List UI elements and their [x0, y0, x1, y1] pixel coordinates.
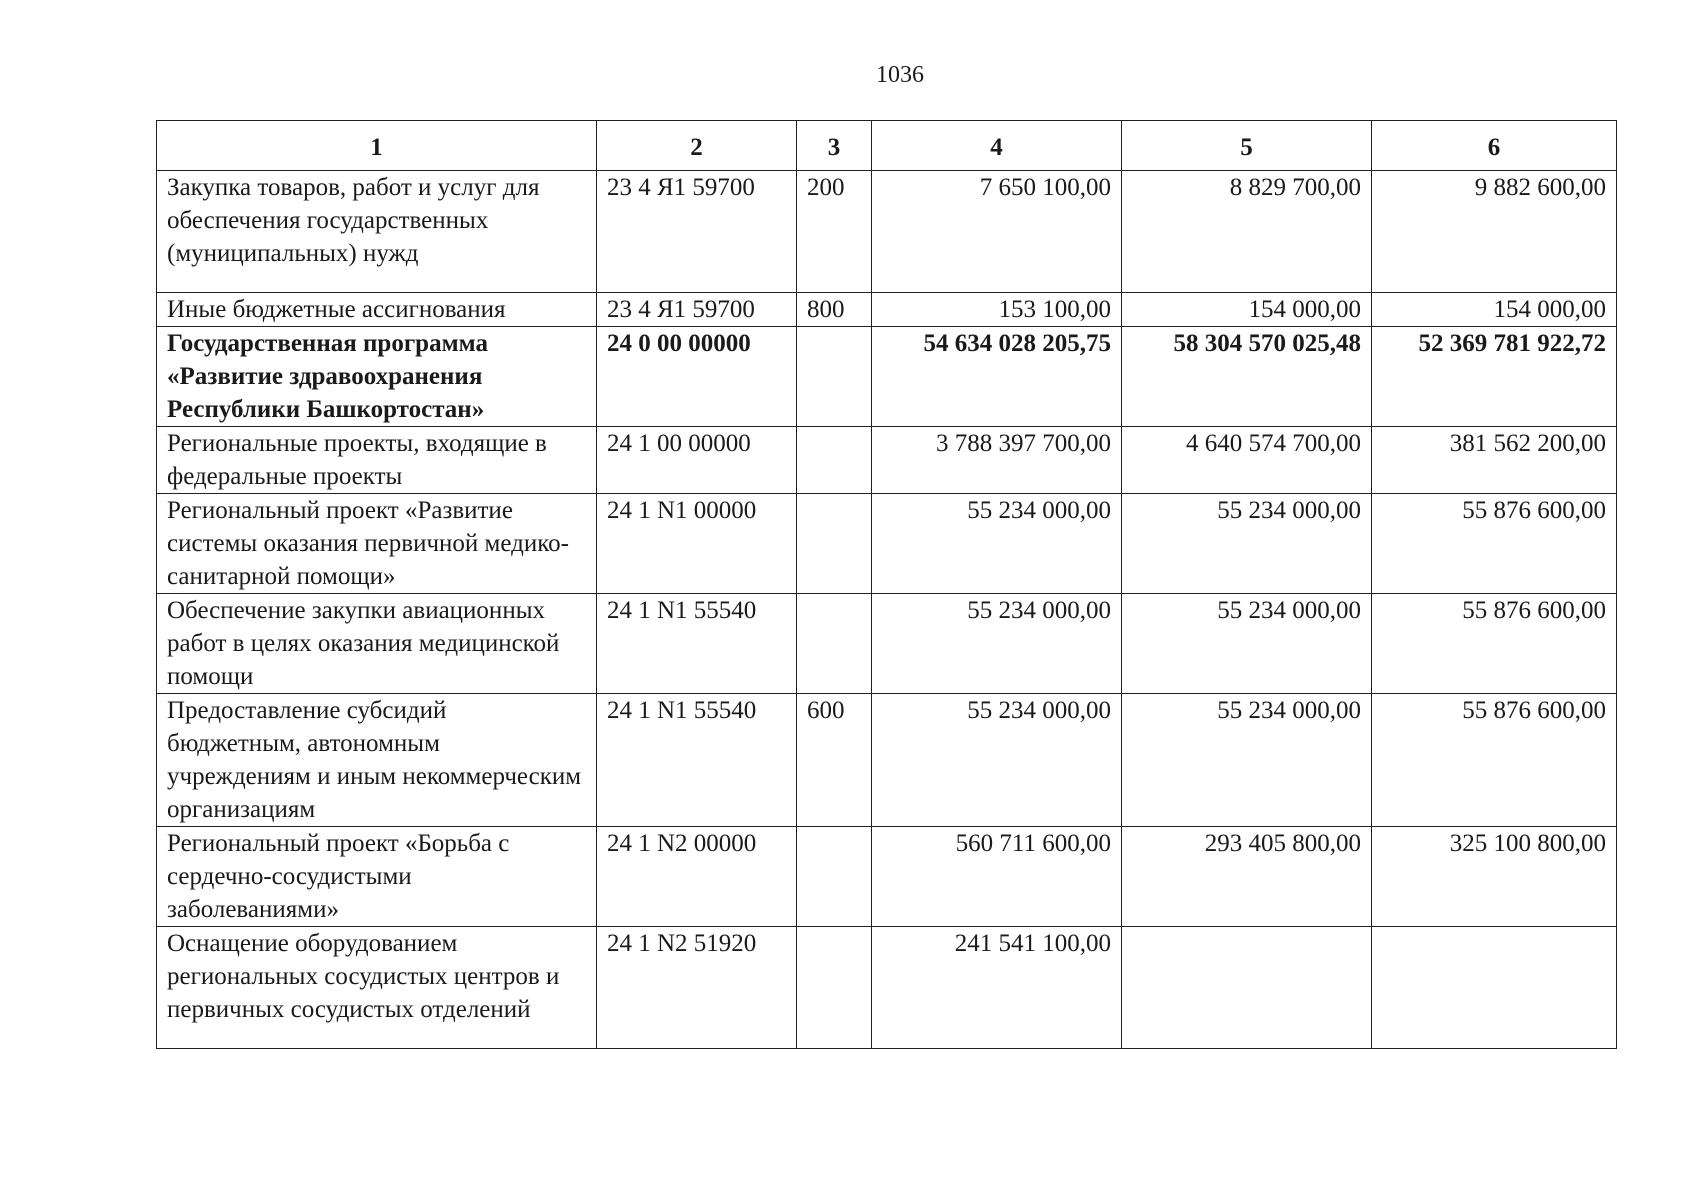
column-header: 2: [597, 121, 797, 171]
row-value-cell: 52 369 781 922,72: [1372, 327, 1617, 427]
table-row: [157, 927, 1617, 1049]
row-code-cell: 24 1 N1 55540: [597, 694, 797, 827]
row-value-cell: 55 234 000,00: [872, 494, 1122, 594]
table-row: [157, 494, 1617, 594]
row-type-cell: [797, 927, 872, 1049]
row-value-cell: 325 100 800,00: [1372, 827, 1617, 927]
column-header: 5: [1122, 121, 1372, 171]
row-name-cell: Обеспечение закупки авиационных работ в целях оказания медицинской помощи: [157, 594, 597, 694]
row-name-cell: Иные бюджетные ассигнования: [157, 293, 597, 327]
row-code-cell: 24 0 00 00000: [597, 327, 797, 427]
row-code-cell: 23 4 Я1 59700: [597, 293, 797, 327]
column-header: 4: [872, 121, 1122, 171]
row-type-cell: 600: [797, 694, 872, 827]
row-value-cell: 241 541 100,00: [872, 927, 1122, 1049]
row-value-cell: 153 100,00: [872, 293, 1122, 327]
row-type-cell: [797, 594, 872, 694]
row-value-cell: 55 876 600,00: [1372, 594, 1617, 694]
row-name-cell: Региональный проект «Развитие системы оказания первичной медико-санитарной помощи»: [157, 494, 597, 594]
row-type-cell: [797, 827, 872, 927]
row-type-cell: [797, 427, 872, 494]
row-value-cell: 8 829 700,00: [1122, 171, 1372, 293]
row-value-cell: 55 234 000,00: [1122, 694, 1372, 827]
row-value-cell: 293 405 800,00: [1122, 827, 1372, 927]
row-value-cell: 54 634 028 205,75: [872, 327, 1122, 427]
row-value-cell: 3 788 397 700,00: [872, 427, 1122, 494]
row-code-cell: 24 1 00 00000: [597, 427, 797, 494]
table-row: [157, 293, 1617, 327]
page-number: 1036: [876, 62, 924, 88]
row-value-cell: 154 000,00: [1122, 293, 1372, 327]
row-value-cell: 58 304 570 025,48: [1122, 327, 1372, 427]
column-header: 6: [1372, 121, 1617, 171]
row-value-cell: 55 234 000,00: [1122, 494, 1372, 594]
row-code-cell: 23 4 Я1 59700: [597, 171, 797, 293]
row-value-cell: 560 711 600,00: [872, 827, 1122, 927]
row-code-cell: 24 1 N1 55540: [597, 594, 797, 694]
column-header: 3: [797, 121, 872, 171]
table-row: [157, 594, 1617, 694]
row-value-cell: 154 000,00: [1372, 293, 1617, 327]
row-name-cell: Государственная программа «Развитие здравоохранения Республики Башкортостан»: [157, 327, 597, 427]
row-value-cell: [1122, 927, 1372, 1049]
row-type-cell: [797, 327, 872, 427]
row-type-cell: [797, 494, 872, 594]
row-code-cell: 24 1 N2 00000: [597, 827, 797, 927]
row-value-cell: 55 234 000,00: [1122, 594, 1372, 694]
row-name-cell: Региональный проект «Борьба с сердечно-сосудистыми заболеваниями»: [157, 827, 597, 927]
table-row: [157, 827, 1617, 927]
column-header: 1: [157, 121, 597, 171]
row-name-cell: Региональные проекты, входящие в федеральные проекты: [157, 427, 597, 494]
row-code-cell: 24 1 N2 51920: [597, 927, 797, 1049]
table-row: [157, 694, 1617, 827]
row-value-cell: 55 876 600,00: [1372, 494, 1617, 594]
row-value-cell: 4 640 574 700,00: [1122, 427, 1372, 494]
budget-table: [156, 120, 1617, 1049]
row-value-cell: 55 876 600,00: [1372, 694, 1617, 827]
table-row: [157, 427, 1617, 494]
row-name-cell: Предоставление субсидий бюджетным, автономным учреждениям и иным некоммерческим организациям: [157, 694, 597, 827]
table-header-row: [157, 121, 1617, 171]
row-value-cell: 55 234 000,00: [872, 594, 1122, 694]
row-name-cell: Закупка товаров, работ и услуг для обеспечения государственных (муниципальных) нужд: [157, 171, 597, 293]
row-type-cell: 200: [797, 171, 872, 293]
table-row: [157, 327, 1617, 427]
row-value-cell: 9 882 600,00: [1372, 171, 1617, 293]
row-value-cell: 7 650 100,00: [872, 171, 1122, 293]
row-name-cell: Оснащение оборудованием региональных сосудистых центров и первичных сосудистых отделений: [157, 927, 597, 1049]
table-row: [157, 171, 1617, 293]
row-code-cell: 24 1 N1 00000: [597, 494, 797, 594]
row-value-cell: 55 234 000,00: [872, 694, 1122, 827]
row-type-cell: 800: [797, 293, 872, 327]
row-value-cell: 381 562 200,00: [1372, 427, 1617, 494]
row-value-cell: [1372, 927, 1617, 1049]
